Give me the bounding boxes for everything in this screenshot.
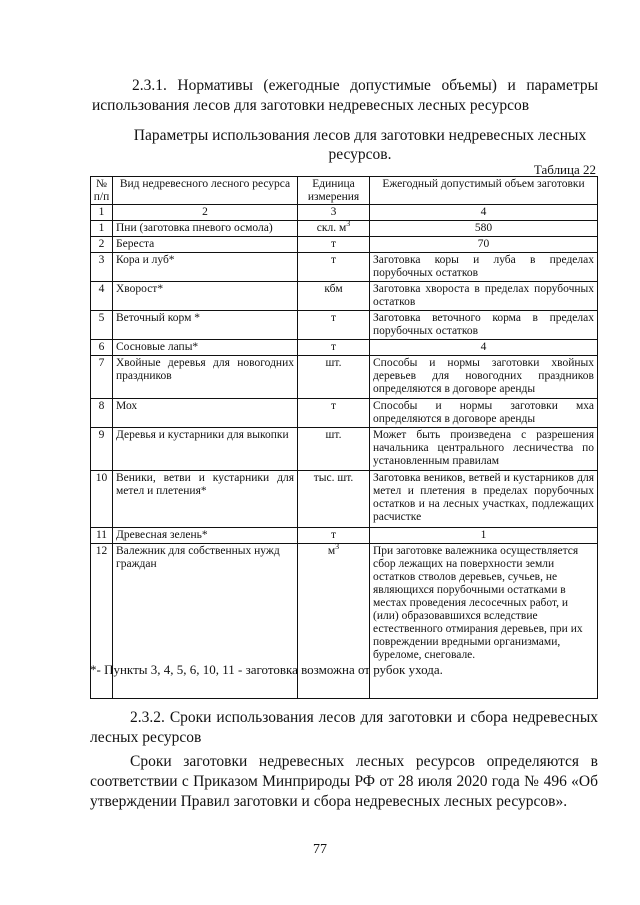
row-volume-text: Заготовка коры и луба в пределах порубочных остатков [373, 254, 594, 279]
table-row [91, 253, 598, 282]
row-kind: Валежник для собственных нужд граждан [113, 544, 298, 699]
table-row [91, 221, 598, 237]
index-cell: 1 [91, 205, 113, 221]
heading-line-2: использования лесов для заготовки недревесных лесных ресурсов [92, 97, 530, 114]
row-kind: Мох [113, 399, 298, 428]
table-row [91, 471, 598, 528]
section-2-3-2-line-1: 2.3.2. Сроки использования лесов для заготовки и сбора недревесных [130, 709, 598, 726]
row-kind: Кора и луб* [113, 253, 298, 282]
row-volume-text: Способы и нормы заготовки мха определяются в договоре аренды [373, 400, 594, 425]
row-volume: 580 [370, 221, 598, 237]
row-volume: 4 [370, 340, 598, 356]
row-kind: Веники, ветви и кустарники для метел и плетения* [113, 471, 298, 528]
index-cell: 3 [298, 205, 370, 221]
row-unit: шт. [298, 356, 370, 399]
row-volume [370, 399, 598, 428]
row-unit: тыс. шт. [298, 471, 370, 528]
row-volume-text: Может быть произведена с разрешения начальника центрального лесничества по установленным правилам [373, 429, 594, 467]
row-kind: Деревья и кустарники для выкопки [113, 428, 298, 471]
table-row [91, 311, 598, 340]
row-volume: 70 [370, 237, 598, 253]
table-row [91, 356, 598, 399]
row-num: 11 [91, 528, 113, 544]
row-unit-text: м [327, 545, 336, 557]
resources-table [90, 176, 598, 699]
table-index-row [91, 205, 598, 221]
row-volume-text: При заготовке валежника осуществляется сбор лежащих на поверхности земли остатков стволов деревьев, сучьев, не являющихся порубочными остатками в местах проведения лесосечных работ, и (или) образовавшихся вследствие естественного отмирания деревьев, при их повреждении вредными организмами, буреломе, снеговале. [373, 545, 583, 661]
row-num: 7 [91, 356, 113, 399]
table-label: Таблица 22 [533, 162, 596, 177]
section-2-3-2 [90, 708, 598, 812]
table-row [91, 428, 598, 471]
table-header-row [91, 177, 598, 205]
row-kind: Древесная зелень* [113, 528, 298, 544]
header-volume: Ежегодный допустимый объем заготовки [370, 177, 598, 205]
row-kind: Сосновые лапы* [113, 340, 298, 356]
row-unit: кбм [298, 282, 370, 311]
row-num: 8 [91, 399, 113, 428]
row-volume [370, 356, 598, 399]
row-num: 9 [91, 428, 113, 471]
row-volume [370, 282, 598, 311]
table-row [91, 399, 598, 428]
table-caption [120, 126, 600, 164]
section-2-3-2-line-5: утверждении Правил заготовки и сбора недревесных лесных ресурсов». [90, 793, 568, 810]
section-2-3-2-line-4: соответствии с Приказом Минприроды РФ от 28 июля 2020 года № 496 «Об [90, 773, 598, 790]
row-num: 4 [91, 282, 113, 311]
row-kind: Береста [113, 237, 298, 253]
row-volume [370, 428, 598, 471]
row-volume-text: Заготовка хвороста в пределах порубочных остатков [373, 283, 594, 308]
row-unit: т [298, 528, 370, 544]
row-unit-text: скл. м [316, 222, 347, 234]
row-unit [298, 221, 370, 237]
row-num: 3 [91, 253, 113, 282]
row-volume: 1 [370, 528, 598, 544]
table-footnote: *- Пункты 3, 4, 5, 6, 10, 11 - заготовка возможна от рубок ухода. [90, 662, 443, 677]
table-row [91, 340, 598, 356]
row-kind: Пни (заготовка пневого осмола) [113, 221, 298, 237]
header-unit: Единица измерения [298, 177, 370, 205]
header-num: № п/п [91, 177, 113, 205]
table-row [91, 282, 598, 311]
row-unit: т [298, 340, 370, 356]
row-kind: Хворост* [113, 282, 298, 311]
row-volume-text: Способы и нормы заготовки хвойных деревьев для новогодних праздников определяются в договоре аренды [373, 357, 594, 395]
row-unit: шт. [298, 428, 370, 471]
row-num: 10 [91, 471, 113, 528]
section-2-3-1-heading [92, 76, 598, 116]
row-volume [370, 253, 598, 282]
row-unit-superscript: 3 [346, 219, 351, 229]
row-num: 6 [91, 340, 113, 356]
section-2-3-2-line-2: лесных ресурсов [90, 729, 202, 746]
row-kind: Веточный корм * [113, 311, 298, 340]
table-caption-line-2: ресурсов. [328, 146, 392, 163]
row-unit-superscript: 3 [335, 542, 340, 552]
heading-line-1: 2.3.1. Нормативы (ежегодные допустимые объемы) и параметры [132, 77, 598, 94]
row-unit: т [298, 253, 370, 282]
row-volume [370, 471, 598, 528]
row-unit: т [298, 311, 370, 340]
row-num: 2 [91, 237, 113, 253]
row-volume [370, 311, 598, 340]
section-2-3-2-line-3: Сроки заготовки недревесных лесных ресурсов определяются в [130, 753, 598, 770]
row-unit: т [298, 399, 370, 428]
table-row [91, 237, 598, 253]
row-volume-text: Заготовка веточного корма в пределах порубочных остатков [373, 312, 594, 337]
table-row [91, 528, 598, 544]
index-cell: 2 [113, 205, 298, 221]
row-num: 1 [91, 221, 113, 237]
page-number: 77 [313, 842, 327, 857]
table-caption-line-1: Параметры использования лесов для заготовки недревесных лесных [133, 127, 587, 144]
row-num: 12 [91, 544, 113, 699]
header-kind: Вид недревесного лесного ресурса [113, 177, 298, 205]
row-num: 5 [91, 311, 113, 340]
index-cell: 4 [370, 205, 598, 221]
row-unit: т [298, 237, 370, 253]
row-kind: Хвойные деревья для новогодних праздников [113, 356, 298, 399]
row-volume-text: Заготовка веников, ветвей и кустарников для метел и плетения в пределах порубочных остатков и на лесных участках, подлежащих расчистке [373, 472, 594, 523]
